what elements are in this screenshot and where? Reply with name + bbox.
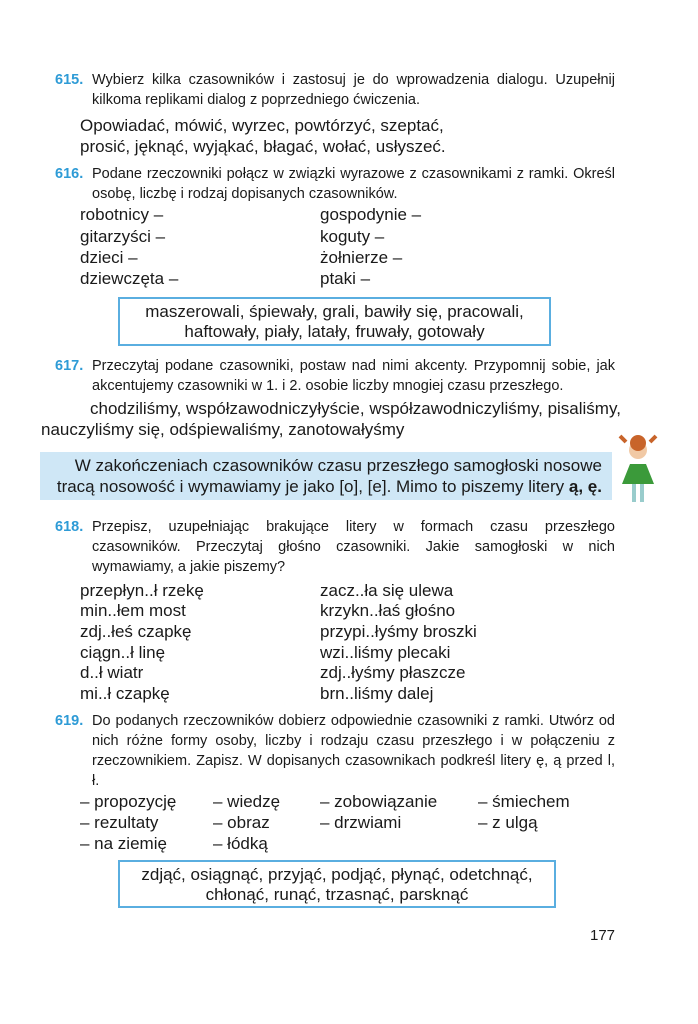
verb-box-619 xyxy=(118,860,556,908)
noun-item: dzieci – xyxy=(80,248,138,267)
exercise-instruction: Przepisz, uzupełniając brakujące litery w formach czasu przeszłego czasowników. Przeczytaj głośno czasowniki. Jakie samogłoski w nich wymawiamy, a jakie piszemy? xyxy=(92,519,615,575)
word-line: nauczyliśmy się, odśpiewaliśmy, zanotowałyśmy xyxy=(41,420,405,439)
exercise-number: 617. xyxy=(55,358,84,374)
exercise-615 xyxy=(55,70,615,110)
exercise-number: 616. xyxy=(55,166,84,182)
girl-illustration-icon xyxy=(616,434,660,506)
exercise-number: 618. xyxy=(55,519,84,535)
fill-item: ciągn..ł linę xyxy=(80,643,166,662)
exercise-instruction: Wybierz kilka czasowników i zastosuj je do wprowadzenia dialogu. Uzupełnij kilkoma replikami dialog z poprzedniego ćwiczenia. xyxy=(92,72,615,108)
noun-item: – drzwiami xyxy=(320,813,402,832)
fill-item: krzykn..łaś głośno xyxy=(320,601,456,620)
word-line: Opowiadać, mówić, wyrzec, powtórzyć, szeptać, xyxy=(80,116,444,135)
noun-item: – śmiechem xyxy=(478,792,570,811)
noun-item: – łódką xyxy=(213,834,268,853)
exercise-instruction: Do podanych rzeczowników dobierz odpowiednie czasowniki z ramki. Utwórz od nich różne formy osoby, liczby i rodzaju czasu przeszłego i w połączeniu z rzeczownikiem. Zapisz. W dopisanych czasownikach podkreśl litery ę, ą przed l, ł. xyxy=(92,713,615,789)
rule-letters: ą, ę. xyxy=(568,477,602,496)
exercise-618 xyxy=(55,517,615,577)
noun-item: – z ulgą xyxy=(478,813,538,832)
fill-item: zdj..łeś czapkę xyxy=(80,622,192,641)
exercise-instruction: Przeczytaj podane czasowniki, postaw nad nimi akcenty. Przypomnij sobie, jak akcentujemy czasowniki w 1. i 2. osobie liczby mnogiej czasu przeszłego. xyxy=(92,358,615,394)
rule-text: tracą nosowość i wymawiamy je jako [o], [e]. Mimo to piszemy litery xyxy=(56,477,565,496)
noun-item: gospodynie – xyxy=(320,205,422,224)
rule-line xyxy=(40,476,602,497)
noun-item: koguty – xyxy=(320,227,385,246)
exercise-616 xyxy=(55,164,615,204)
exercise-number: 615. xyxy=(55,72,84,88)
exercise-619 xyxy=(55,711,615,791)
fill-item: wzi..liśmy plecaki xyxy=(320,643,451,662)
noun-item: dziewczęta – xyxy=(80,269,179,288)
noun-item: żołnierze – xyxy=(320,248,403,267)
fill-item: min..łem most xyxy=(80,601,186,620)
box-line: zdjąć, osiągnąć, przyjąć, podjąć, płynąć, odetchnąć, xyxy=(141,865,533,884)
fill-item: zacz..ła się ulewa xyxy=(320,581,454,600)
exercise-number: 619. xyxy=(55,713,84,729)
box-line: chłonąć, runąć, trzasnąć, parsknąć xyxy=(205,885,469,904)
page-number: 177 xyxy=(590,927,616,944)
noun-item: – propozycję xyxy=(80,792,177,811)
fill-item: d..ł wiatr xyxy=(80,663,144,682)
noun-item: – wiedzę xyxy=(213,792,281,811)
fill-item: brn..liśmy dalej xyxy=(320,684,434,703)
noun-item: robotnicy – xyxy=(80,205,164,224)
box-line: haftowały, piały, latały, fruwały, gotowały xyxy=(184,322,485,341)
noun-item: ptaki – xyxy=(320,269,371,288)
exercise-617 xyxy=(55,356,615,396)
noun-item: – na ziemię xyxy=(80,834,167,853)
fill-item: przypi..łyśmy broszki xyxy=(320,622,477,641)
fill-item: zdj..łyśmy płaszcze xyxy=(320,663,466,682)
fill-item: przepłyn..ł rzekę xyxy=(80,581,204,600)
word-line: chodziliśmy, współzawodniczyłyście, współzawodniczyliśmy, pisaliśmy, xyxy=(90,399,621,418)
word-list-615 xyxy=(80,116,446,157)
verb-box-616 xyxy=(118,297,551,346)
rule-line: W zakończeniach czasowników czasu przeszłego samogłoski nosowe xyxy=(74,456,602,475)
noun-item: – obraz xyxy=(213,813,270,832)
word-line: prosić, jęknąć, wyjąkać, błagać, wołać, usłyszeć. xyxy=(80,136,446,156)
noun-item: – zobowiązanie xyxy=(320,792,438,811)
exercise-instruction: Podane rzeczowniki połącz w związki wyrazowe z czasownikami z ramki. Określ osobę, liczbę i rodzaj dopisanych czasowników. xyxy=(92,166,615,202)
fill-item: mi..ł czapkę xyxy=(80,684,170,703)
box-line: maszerowali, śpiewały, grali, bawiły się, pracowali, xyxy=(145,302,524,321)
noun-item: – rezultaty xyxy=(80,813,159,832)
noun-item: gitarzyści – xyxy=(80,227,166,246)
grammar-rule-box xyxy=(40,452,612,500)
